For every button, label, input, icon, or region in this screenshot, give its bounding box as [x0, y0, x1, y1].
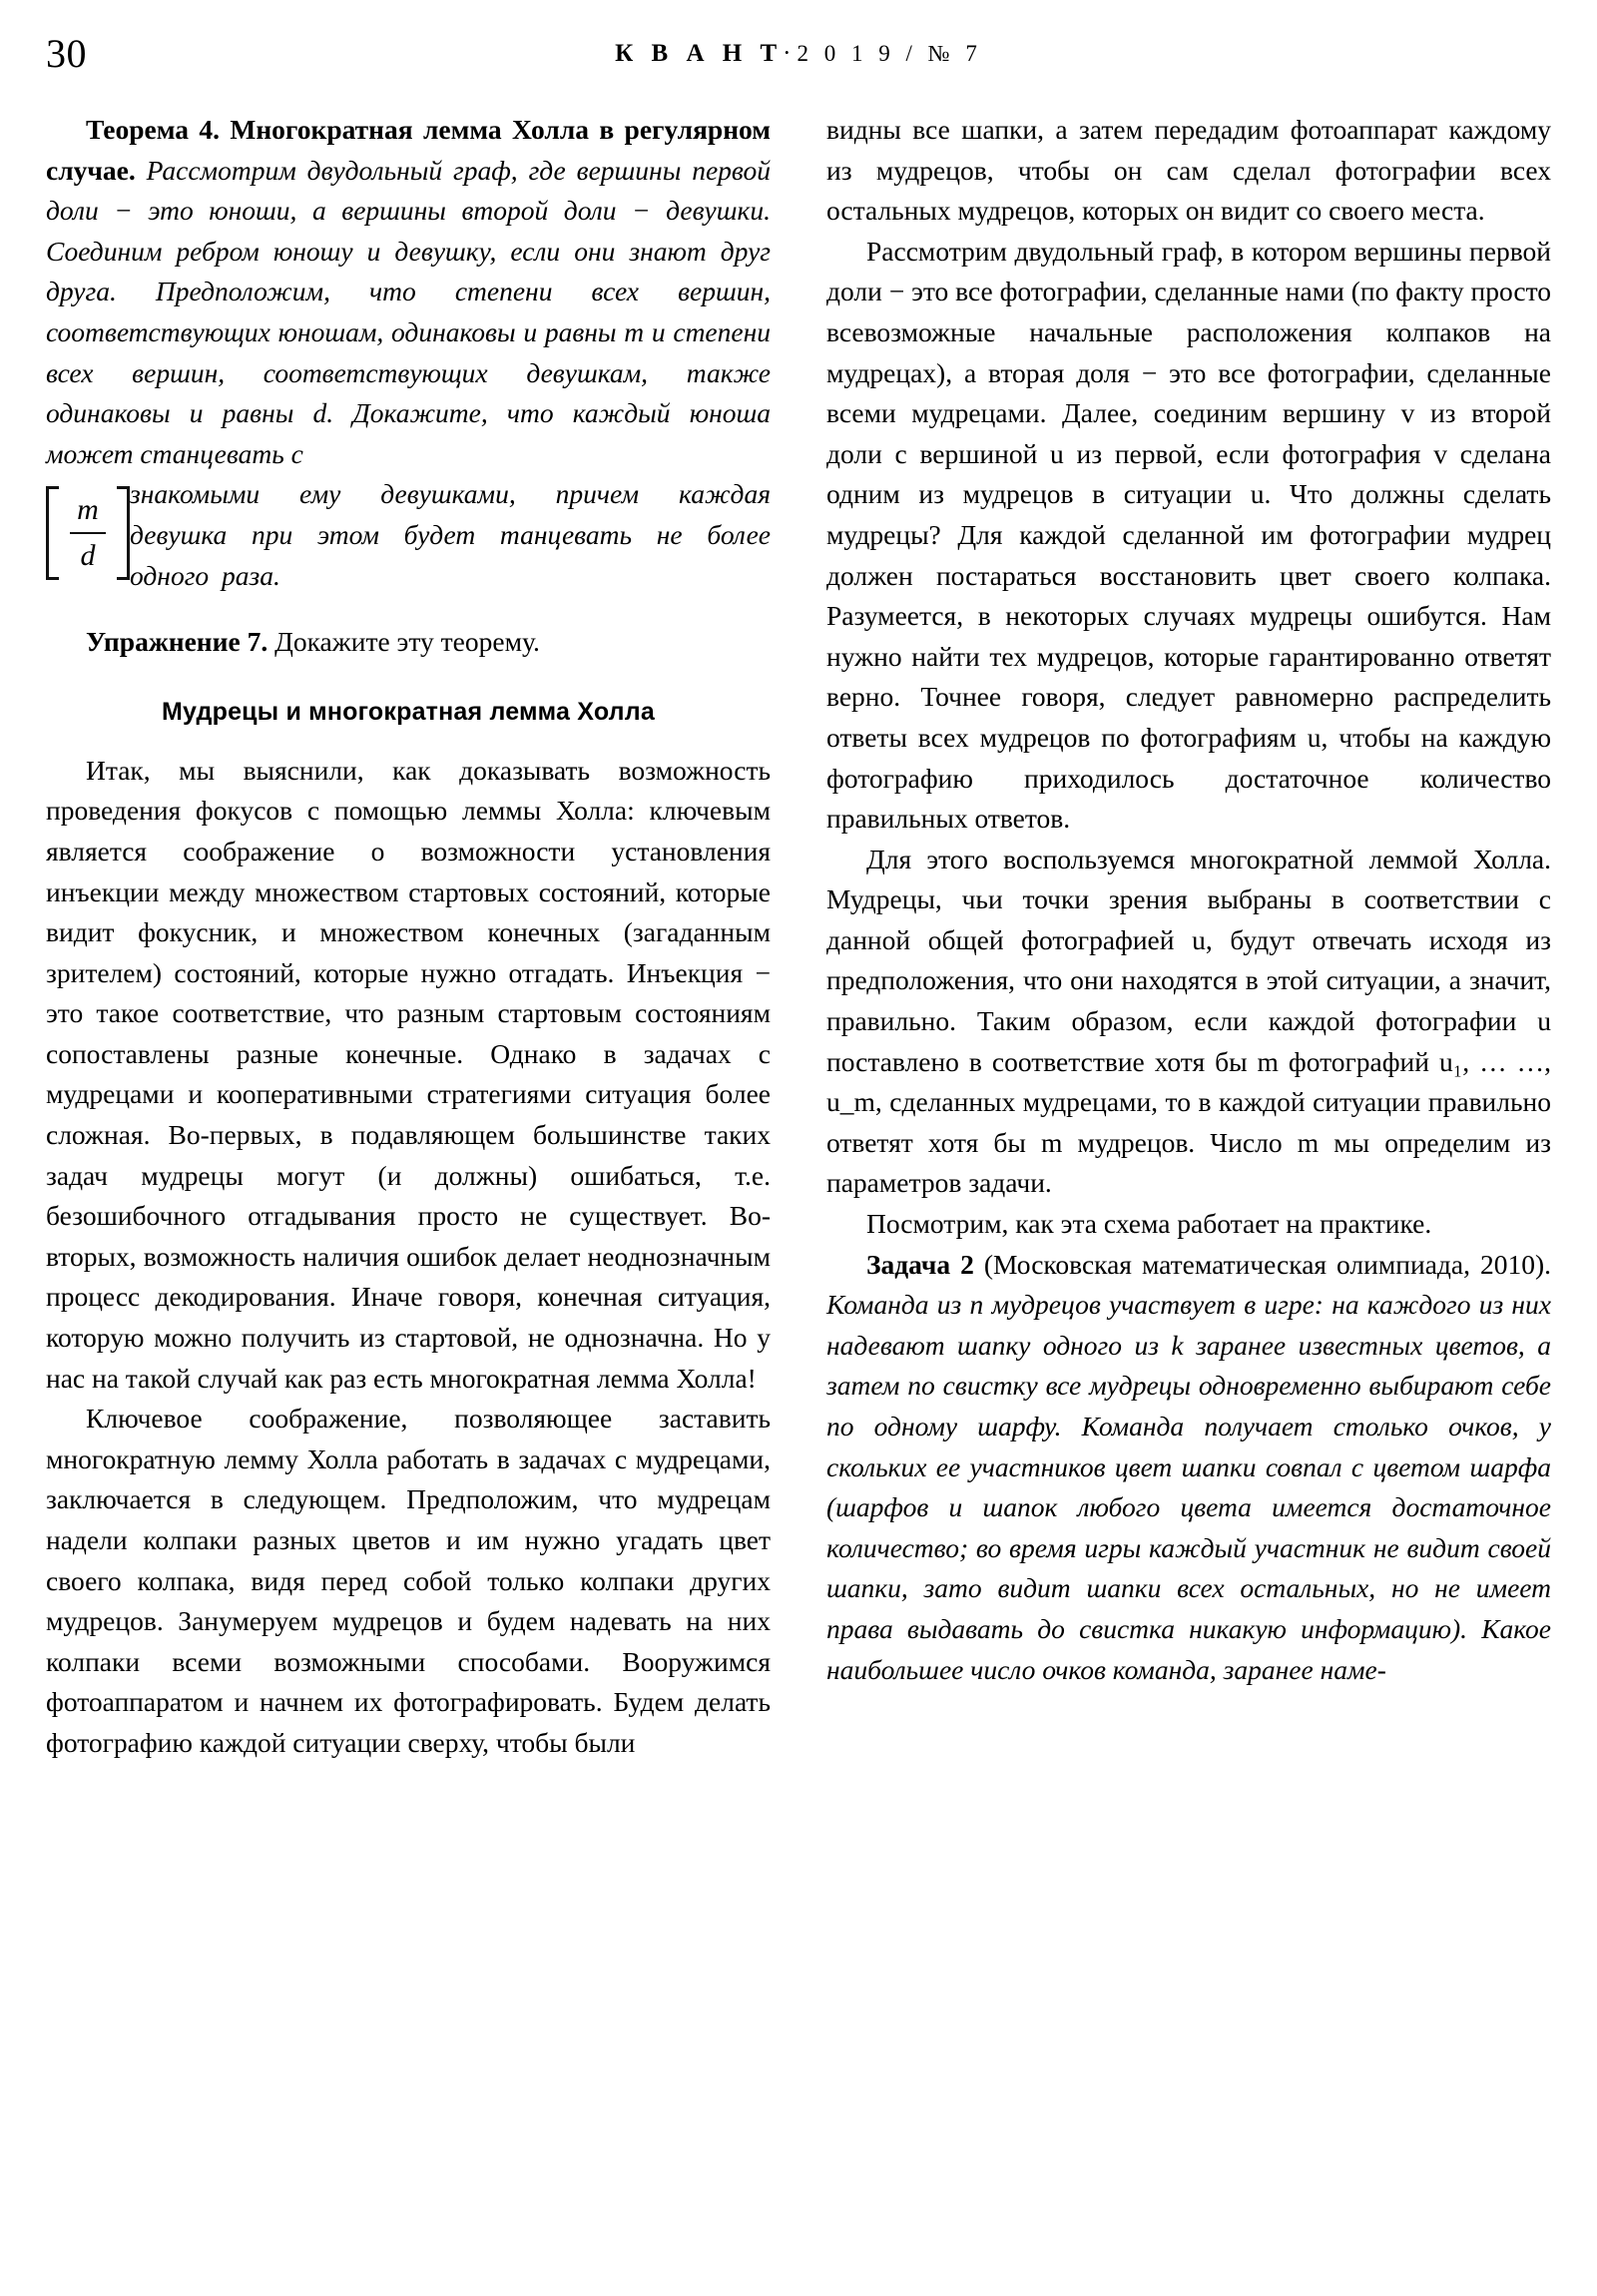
right-paragraph-3: Для этого воспользуемся многократной леммой Холла. Мудрецы, чьи точки зрения выбраны в соответствии с данной общей фотографией u, будут отвечать исходя из предположения, что они находятся в этой ситуации, а значит, правильно. Таким образом, если каждой фотографии u поставлено в соответствие хотя бы m фотографий u₁, … …, u_m, сделанных мудрецами, то в каждой ситуации правильно ответят хотя бы m мудрецов. Число m мы определим из параметров задачи.: [826, 843, 1551, 1199]
fraction-numerator: m: [77, 493, 99, 527]
journal-issue: 2 0 1 9 / № 7: [797, 41, 982, 66]
journal-header: [46, 34, 1551, 74]
fraction-bar: [70, 532, 106, 534]
theorem-4: [46, 110, 771, 474]
right-bracket-icon: [117, 486, 130, 580]
problem-lead: Задача 2: [866, 1248, 974, 1280]
left-column: [46, 110, 771, 2266]
running-head: [46, 30, 1551, 78]
fraction-denominator: d: [80, 539, 96, 573]
header-separator: ·: [783, 40, 798, 67]
two-column-body: [46, 110, 1551, 2266]
fraction: [59, 495, 117, 571]
exercise-7: [46, 622, 771, 663]
right-paragraph-2: Рассмотрим двудольный граф, в котором вершины первой доли − это все фотографии, сделанные нами (по факту просто всевозможные начальные расположения колпаков на мудрецах), а вторая доля − это все фотографии, сделанные всеми мудрецами. Далее, соединим вершину v из второй доли с вершиной u из первой, если фотография v сделана одним из мудрецов в ситуации u. Что должны сделать мудрецы? Для каждой сделанной им фотографии мудрец должен постараться восстановить цвет своего колпака. Разумеется, в некоторых случаях мудрецы ошибутся. Нам нужно найти тех мудрецов, которые гарантированно ответят верно. Точнее говоря, следует равномерно распределить ответы всех мудрецов по фотографиям u, чтобы на каждую фотографию приходилось достаточное количество правильных ответов.: [826, 235, 1552, 835]
problem-2: [826, 1245, 1551, 1691]
journal-name: К В А Н Т: [615, 40, 784, 67]
left-bracket-icon: [46, 486, 59, 580]
left-paragraph-1: Итак, мы выяснили, как доказывать возможность проведения фокусов с помощью леммы Холла: ключевым является соображение о возможности установления инъекции между множеством стартовых состояний, которые видит фокусник, и множеством конечных (загаданным зрителем) состояний, которые нужно отгадать. Инъекция − это такое соответствие, что разным стартовым состояниям сопоставлены разные конечные. Однако в задачах с мудрецами и кооперативными стратегиями ситуация более сложная. Во-первых, в подавляющем большинстве таких задач мудрецы могут (и должны) ошибаться, т.е. безошибочного отгадывания просто не существует. Во-вторых, возможность наличия ошибок делает неоднозначным процесс декодирования. Иначе говоря, конечная ситуация, которую можно получить из стартовой, не однозначна. Но у нас на такой случай как раз есть многократная лемма Холла!: [46, 754, 771, 1394]
right-column: [826, 110, 1551, 2266]
theorem-lead: Теорема 4. Многократная лемма Холла в регулярном случае.: [46, 114, 771, 186]
right-paragraph-4: Посмотрим, как эта схема работает на практике.: [866, 1208, 1432, 1240]
theorem-text-before-formula: Рассмотрим двудольный граф, где вершины первой доли − это юноши, а вершины второй доли − девушки. Соединим ребром юношу и девушку, если они знают друг друга. Предположим, что степени всех вершин, соответствующих юношам, одинаковы и равны m и степени всех вершин, соответствующих девушкам, также одинаковы и равны d. Докажите, что каждый юноша может станцевать с: [46, 154, 771, 469]
theorem-text-after-formula: знакомыми ему девушками, причем каждая девушка при этом будет танцевать не более одного раза.: [130, 478, 771, 591]
floor-fraction-m-over-d: [46, 486, 130, 580]
right-paragraph-1: видны все шапки, а затем передадим фотоаппарат каждому из мудрецов, чтобы он сам сделал фотографии всех остальных мудрецов, которых он видит со своего места.: [826, 114, 1551, 227]
exercise-text: Докажите эту теорему.: [274, 626, 540, 658]
left-paragraph-2: Ключевое соображение, позволяющее заставить многократную лемму Холла работать в задачах с мудрецами, заключается в следующем. Предположим, что мудрецам надели колпаки разных цветов и им нужно угадать цвет своего колпака, видя перед собой только колпаки других мудрецов. Занумеруем мудрецов и будем надевать на них колпаки всеми возможными способами. Вооружимся фотоаппаратом и начнем их фотографировать. Будем делать фотографию каждой ситуации сверху, чтобы были: [46, 1403, 771, 1758]
section-subheading: Мудрецы и многократная лемма Холла: [162, 697, 655, 726]
page-number: 30: [46, 31, 87, 76]
problem-statement: Команда из n мудрецов участвует в игре: на каждого из них надевают шапку одного из k заранее известных цветов, а затем по свистку все мудрецы одновременно выбирают себе по одному шарфу. Команда получает столько очков, у скольких ее участников цвет шапки совпал с цветом шарфа (шарфов и шапок любого цвета имеется достаточное количество; во время игры каждый участник не видит своей шапки, зато видит шапки всех остальных, но не имеет права выдавать до свистка никакую информацию). Какое наибольшее число очков команда, заранее наме-: [826, 1289, 1551, 1685]
exercise-lead: Упражнение 7.: [86, 626, 268, 658]
formula-line: [46, 474, 771, 596]
problem-source: (Московская математическая олимпиада, 2010).: [983, 1248, 1552, 1280]
